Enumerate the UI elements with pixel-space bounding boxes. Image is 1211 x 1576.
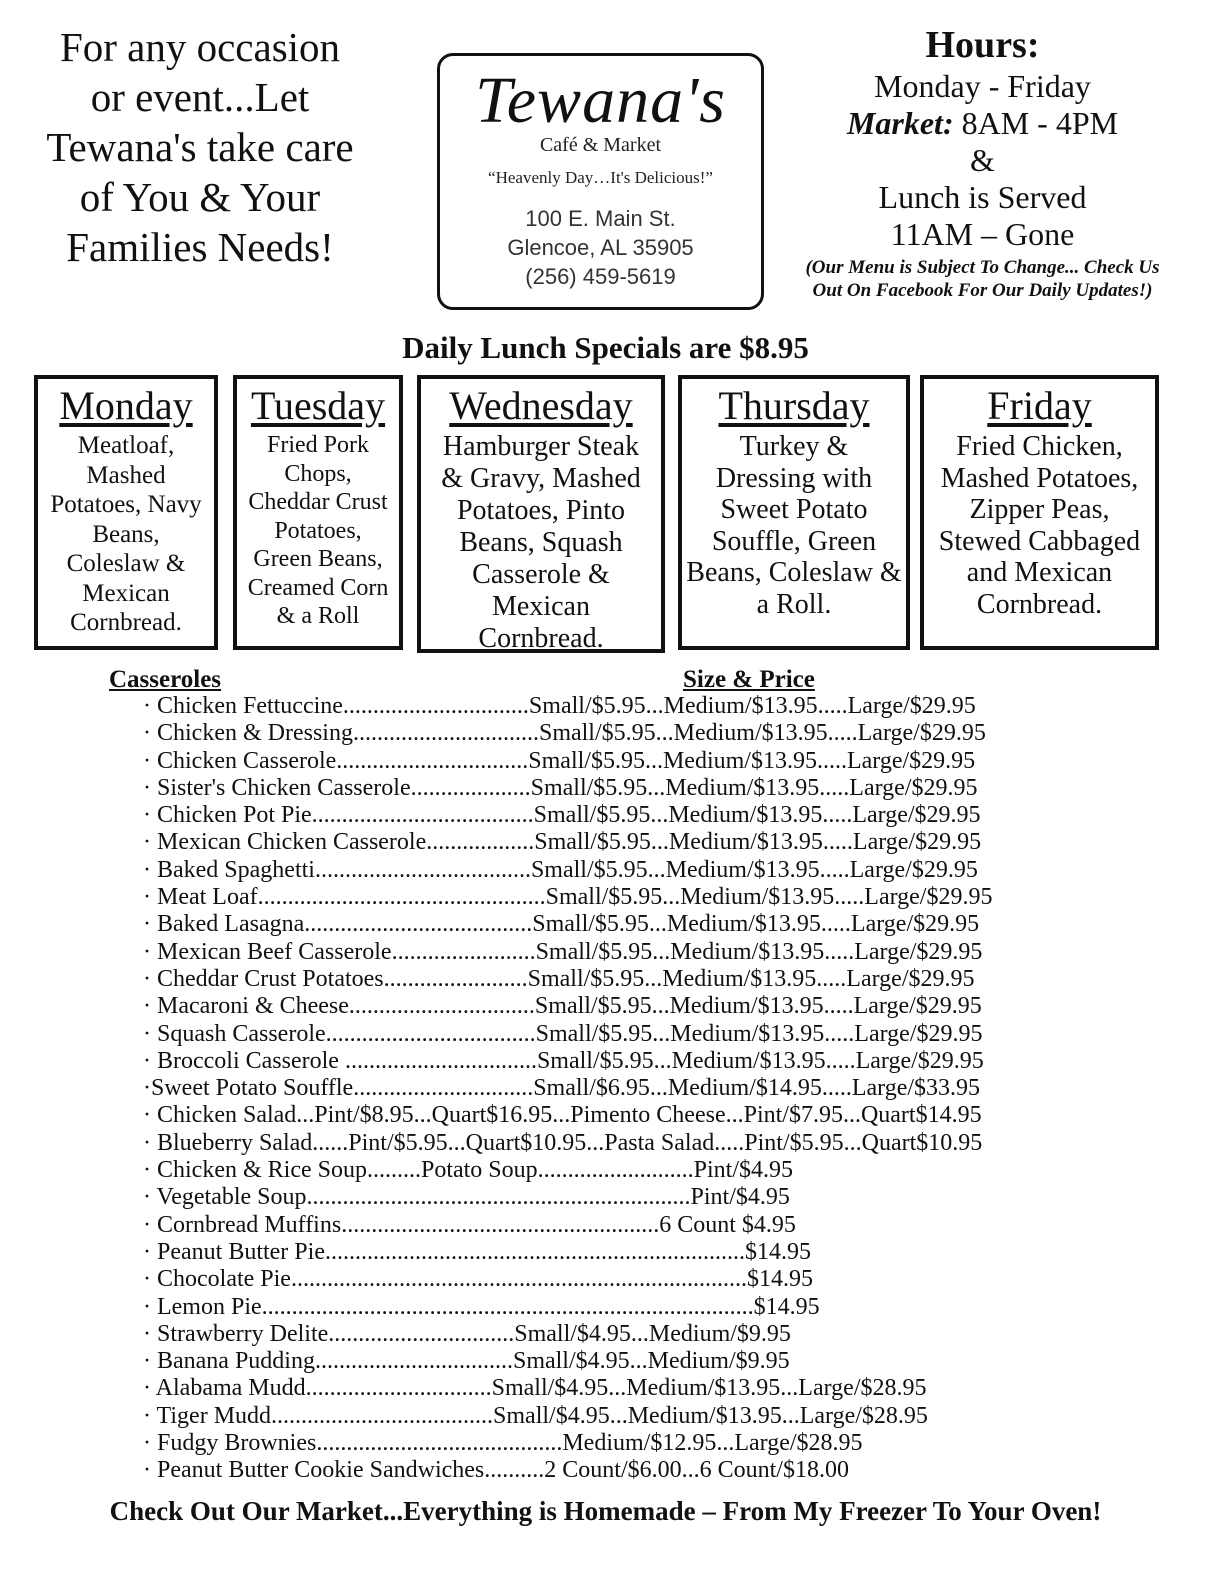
menu-item: · Banana Pudding.................................Small/$4.95...Medium/$9.95 (143, 1348, 790, 1375)
logo-box (437, 53, 764, 310)
hours-ampersand: & (970, 142, 995, 178)
menu-line: Casserole & (472, 559, 610, 590)
menu-item: · Cheddar Crust Potatoes........................Small/$5.95...Medium/$13.95.....Large/$29.95 (143, 965, 975, 992)
logo-name: Tewana's (475, 64, 726, 137)
menu-item: · Baked Lasagna......................................Small/$5.95...Medium/$13.95.....Large/$29.95 (143, 911, 980, 938)
menu-line: Meatloaf, (77, 432, 175, 459)
day-name: Thursday (718, 383, 870, 428)
menu-line: & a Roll (276, 603, 360, 629)
menu-line: Mashed (86, 461, 166, 489)
menu-line: Coleslaw & (66, 550, 186, 577)
day-menu (924, 431, 1155, 620)
menu-item: · Chicken & Rice Soup.........Potato Soup..........................Pint/$4.95 (143, 1157, 794, 1184)
market-time: 8AM - 4PM (953, 105, 1119, 141)
menu-line: Potatoes, Navy (50, 491, 202, 518)
menu-item: · Chicken & Dressing...............................Small/$5.95...Medium/$13.95.....Large/$29.95 (143, 720, 986, 747)
day-menu (421, 431, 661, 653)
lunch-served: Lunch is Served (878, 179, 1087, 215)
day-box-wednesday (417, 375, 665, 653)
phone-number: (256) 459-5619 (525, 264, 676, 289)
menu-line: Chops, (284, 460, 352, 487)
menu-line: Fried Chicken, (956, 431, 1123, 462)
menu-line: Potatoes, (274, 517, 362, 544)
menu-item: · Blueberry Salad......Pint/$5.95...Quart$10.95...Pasta Salad.....Pint/$5.95...Quart$10.95 (143, 1129, 983, 1156)
menu-item: · Fudgy Brownies.........................................Medium/$12.95...Large/$28.95 (143, 1430, 863, 1457)
day-menu (38, 431, 214, 638)
menu-item: · Vegetable Soup................................................................Pint/$4.95 (143, 1184, 790, 1211)
lunch-time: 11AM – Gone (890, 216, 1075, 252)
promo-line: or event...Let (90, 74, 310, 120)
menu-line: Mexican (82, 579, 170, 607)
menu-line: Mashed Potatoes, (940, 462, 1139, 494)
menu-item: · Tiger Mudd.....................................Small/$4.95...Medium/$13.95...Large/$28.95 (143, 1402, 928, 1429)
menu-line: Cornbread. (478, 623, 604, 653)
specials-title: Daily Lunch Specials are $8.95 (402, 330, 809, 365)
menu-line: Zipper Peas, (969, 494, 1110, 525)
menu-line: & Gravy, Mashed (441, 463, 641, 494)
promo-line: Families Needs! (66, 224, 334, 270)
promo-text (10, 22, 390, 272)
menu-item: · Baked Spaghetti....................................Small/$5.95...Medium/$13.95.....Large/$29.95 (143, 856, 978, 883)
menu-item: · Chicken Pot Pie.....................................Small/$5.95...Medium/$13.95.....Large/$29.95 (143, 802, 981, 829)
day-menu (682, 431, 906, 620)
menu-line: and Mexican (966, 557, 1113, 588)
menu-change-note: (Our Menu is Subject To Change... Check Us Out On Facebook For Our Daily Updates!) (805, 257, 1160, 301)
menu-item: · Meat Loaf................................................Small/$5.95...Medium/$13.95.....Large/$29.95 (143, 884, 993, 911)
menu-line: Fried Pork (267, 432, 369, 458)
menu-line: Stewed Cabbaged (938, 525, 1141, 557)
day-name: Tuesday (250, 383, 386, 428)
menu-line: Cheddar Crust (248, 489, 388, 515)
address-city: Glencoe, AL 35905 (507, 235, 694, 260)
menu-line: Souffle, Green (711, 525, 877, 557)
menu-item: · Squash Casserole...................................Small/$5.95...Medium/$13.95.....Large/$29.95 (143, 1020, 983, 1047)
menu-item: · Lemon Pie..................................................................................$14.95 (143, 1293, 820, 1320)
hours-block (790, 22, 1175, 302)
logo-subtitle: Café & Market (539, 134, 662, 156)
footer-tagline: Check Out Our Market...Everything is Homemade – From My Freezer To Your Oven! (109, 1496, 1102, 1526)
menu-line: Beans, Squash (459, 527, 623, 558)
menu-item: · Mexican Chicken Casserole..................Small/$5.95...Medium/$13.95.....Large/$29.95 (143, 829, 982, 856)
menu-line: Creamed Corn (247, 574, 389, 601)
menu-item: · Chocolate Pie............................................................................$14.95 (143, 1266, 813, 1293)
menu-item: · Chicken Salad...Pint/$8.95...Quart$16.95...Pimento Cheese...Pint/$7.95...Quart$14.95 (143, 1102, 982, 1129)
day-name: Monday (59, 383, 193, 428)
menu-item: · Sister's Chicken Casserole....................Small/$5.95...Medium/$13.95.....Large/$29.95 (143, 774, 978, 801)
menu-item: · Cornbread Muffins.....................................................6 Count $4.95 (143, 1211, 796, 1238)
promo-line: Tewana's take care (46, 124, 354, 170)
menu-item: · Mexican Beef Casserole........................Small/$5.95...Medium/$13.95.....Large/$29.95 (143, 938, 983, 965)
menu-line: Green Beans, (253, 546, 383, 572)
hours-title: Hours: (925, 24, 1040, 66)
menu-line: Cornbread. (70, 609, 182, 636)
menu-line: Dressing with (715, 462, 873, 494)
day-box-tuesday (233, 375, 403, 650)
promo-line: of You & Your (79, 174, 321, 220)
size-price-heading: Size & Price (683, 666, 815, 693)
menu-line: Cornbread. (976, 588, 1103, 620)
menu-line: Potatoes, Pinto (456, 495, 625, 526)
menu-item: · Chicken Casserole................................Small/$5.95...Medium/$13.95.....Large/$29.95 (143, 747, 976, 774)
menu-item: · Macaroni & Cheese...............................Small/$5.95...Medium/$13.95.....Large/$29.95 (143, 993, 982, 1020)
market-label: Market: (846, 105, 954, 141)
address-street: 100 E. Main St. (525, 206, 676, 231)
menu-item: ·Sweet Potato Souffle..............................Small/$6.95...Medium/$14.95.....Large/$33.95 (143, 1075, 981, 1102)
menu-line: Beans, (92, 520, 160, 548)
menu-line: Mexican (492, 591, 590, 622)
day-box-friday (920, 375, 1159, 650)
day-menu (237, 431, 399, 631)
hours-market (790, 105, 1175, 142)
menu-line: a Roll. (756, 588, 832, 620)
day-name: Friday (987, 383, 1092, 428)
menu-item: · Strawberry Delite...............................Small/$4.95...Medium/$9.95 (143, 1320, 791, 1347)
menu-line: Hamburger Steak (442, 431, 640, 462)
menu-item: · Alabama Mudd...............................Small/$4.95...Medium/$13.95...Large/$28.95 (143, 1375, 927, 1402)
day-box-monday (34, 375, 218, 650)
menu-item: · Chicken Fettuccine...............................Small/$5.95...Medium/$13.95.....Large/$29.95 (143, 693, 976, 719)
menu-item: · Peanut Butter Pie......................................................................$14.95 (143, 1238, 811, 1265)
menu-line: Sweet Potato (720, 494, 868, 525)
menu-item: · Broccoli Casserole ................................Small/$5.95...Medium/$13.95.....Large/$29.95 (143, 1047, 984, 1074)
logo-slogan: “Heavenly Day…It's Delicious!” (488, 168, 713, 187)
address-block (440, 204, 761, 291)
casseroles-heading: Casseroles (109, 666, 222, 693)
menu-line: Turkey & (739, 431, 849, 462)
promo-line: For any occasion (59, 24, 341, 70)
menu-line: Beans, Coleslaw & (686, 557, 902, 588)
menu-item-list (143, 693, 992, 1485)
day-name: Wednesday (449, 383, 633, 428)
day-box-thursday (678, 375, 910, 650)
hours-days: Monday - Friday (874, 68, 1091, 104)
menu-item: · Peanut Butter Cookie Sandwiches..........2 Count/$6.00...6 Count/$18.00 (143, 1457, 849, 1484)
